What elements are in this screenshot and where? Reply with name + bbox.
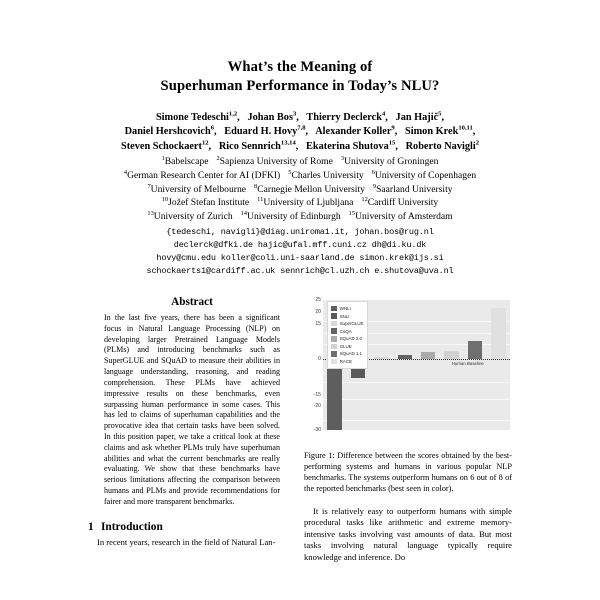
affiliation-marker: 2 (216, 155, 220, 163)
legend-item (331, 320, 363, 327)
affiliation-marker: 15 (348, 210, 356, 218)
right-column (304, 296, 512, 563)
figure-1 (304, 296, 512, 495)
chart-bar (468, 341, 482, 359)
legend-label: RACE (339, 359, 352, 365)
legend-swatch (331, 344, 337, 350)
y-axis-tick-label: 20 (315, 308, 321, 315)
email-line[interactable]: {tedeschi, navigli}@diag.uniroma1.it, johan.bos@rug.nl (166, 226, 434, 237)
legend-label: SuperGLUE (339, 321, 364, 327)
affiliation: $^{11}$University of Ljubljana (257, 196, 354, 209)
author-affiliation-marker: 2 (475, 139, 479, 147)
y-axis-tick-label: 25 (315, 297, 321, 303)
chart-bar (421, 352, 435, 360)
author-affiliation-marker: 7,8 (297, 124, 306, 132)
author-affiliation-marker: 10,11 (458, 124, 473, 132)
affiliation-marker: 12 (361, 196, 368, 204)
chart-legend (327, 301, 368, 369)
email-line[interactable]: hovy@cmu.edu koller@coli.uni-saarland.de simon.krek@ijs.si (156, 252, 444, 263)
left-column (88, 296, 296, 548)
affiliation-row (16, 183, 584, 197)
affiliation-marker: 1 (161, 155, 165, 163)
affiliation: $^{13}$University of Zurich (147, 210, 233, 223)
email-list (0, 226, 600, 278)
affiliation-list (16, 155, 584, 224)
affiliation: $^8$Carnegie Mellon University (254, 182, 365, 195)
affiliation-row (16, 196, 584, 210)
legend-label: SQuAD 2.0 (339, 336, 362, 342)
affiliation: $^{15}$University of Amsterdam (348, 210, 453, 223)
y-axis-tick-label: 0 (318, 356, 321, 363)
affiliation: $^2$Sapienza University of Rome (216, 155, 333, 168)
legend-item (331, 312, 363, 319)
chart-bar (444, 351, 458, 359)
legend-label: SNLI (339, 313, 350, 319)
section-heading-introduction (88, 521, 296, 533)
bar-chart (304, 296, 512, 444)
page-title (60, 58, 540, 97)
author-name: Steven Schockaert$^{12}$ (121, 139, 209, 152)
legend-swatch (331, 321, 337, 327)
author-affiliation-marker: 15 (388, 139, 396, 147)
legend-label: GLUE (339, 343, 352, 349)
legend-swatch (331, 359, 337, 365)
title-block (0, 0, 600, 278)
affiliation-marker: 8 (254, 182, 258, 190)
chart-bar (327, 359, 341, 430)
affiliation: $^{10}$Jožef Stefan Institute (161, 196, 250, 209)
email-line[interactable]: declerck@dfki.de hajic@ufal.mff.cuni.cz dh@di.ku.dk (173, 239, 427, 250)
section-number: 1 (88, 520, 94, 533)
affiliation: $^7$University of Melbourne (147, 182, 247, 195)
affiliation: $^5$Charles University (288, 168, 364, 182)
author-name: Thierry Declerck$^4$ (306, 110, 386, 123)
author-name: Jan Hajič$^5$ (395, 110, 442, 123)
title-line-2: Superhuman Performance in Today’s NLU? (160, 78, 440, 95)
human-baseline-label: Human Baseline (451, 361, 484, 367)
affiliation-marker: 10 (161, 196, 169, 204)
author-affiliation-marker: 3 (292, 110, 297, 118)
affiliation: $^4$German Research Center for AI (DFKI) (123, 168, 281, 182)
author-name: Johan Bos$^3$ (247, 110, 297, 123)
y-axis-tick-label: -15 (313, 391, 321, 398)
body-columns (0, 296, 600, 600)
y-axis-tick-label: -30 (313, 427, 321, 433)
legend-swatch (331, 336, 337, 342)
legend-item (331, 335, 363, 342)
section-title: Introduction (101, 520, 163, 533)
y-axis-tick-label: 15 (315, 320, 321, 327)
author-row: Daniel Hershcovich$^6$, Eduard H. Hovy$^{7,8}$, Alexander Koller$^9$, Simon Krek$^{10,11}$, (124, 124, 476, 138)
legend-item (331, 358, 363, 365)
author-name: Simon Krek$^{10,11}$ (405, 124, 473, 138)
figure-caption-label: Figure 1: (304, 451, 335, 460)
right-column-paragraph: It is relatively easy to outperform humans with simple procedural tasks like arithmetic and extreme memory-intensive tasks involving vast amounts of data. But most tasks involving natural language typically require knowledge and inference. Do (304, 505, 512, 562)
y-axis-tick-label: -20 (313, 403, 321, 410)
chart-bar (491, 308, 505, 359)
author-name: Roberto Navigli$^2$ (405, 139, 479, 152)
legend-swatch (331, 313, 337, 319)
affiliation: $^{14}$University of Edinburgh (240, 210, 341, 223)
author-affiliation-marker: 13,14 (280, 139, 296, 147)
author-name: Eduard H. Hovy$^{7,8}$ (224, 124, 306, 138)
legend-swatch (331, 328, 337, 334)
affiliation-row (16, 210, 584, 224)
author-name: Daniel Hershcovich$^6$ (124, 124, 214, 138)
legend-item (331, 328, 363, 335)
abstract-text: In the last five years, there has been a significant focus in Natural Language Processing (NLP) on developing larger Pretrained Language Models (PLMs) and introducing benchmarks such as SuperGLUE and SQuAD to measure their abilities in language understanding, reasoning, and reading comprehension. These PLMs have achieved impressive results on these benchmarks, even surpassing human performance in some cases. This has led to claims of superhuman capabilities and the provocative idea that certain tasks have been solved. In this position paper, we take a critical look at these claims and ask whether PLMs truly have superhuman abilities and what the current benchmarks are really evaluating. We show that these benchmarks have serious limitations affecting the comparison between humans and PLMs and provide recommendations for fairer and more transparent benchmarks. (104, 313, 280, 506)
author-affiliation-marker: 5 (438, 110, 442, 118)
author-name: Ekaterina Shutova$^{15}$ (306, 139, 396, 152)
figure-caption-text: Difference between the scores obtained by the best-performing systems and humans in various popular NLP benchmarks. The systems outperform humans on 6 out of 8 of the reported benchmarks (best seen in color). (304, 451, 512, 494)
affiliation-row (16, 155, 584, 169)
legend-item (331, 305, 363, 312)
legend-label: WNLI (339, 305, 351, 311)
legend-item (331, 350, 363, 357)
author-affiliation-marker: 12 (201, 139, 209, 147)
legend-item (331, 343, 363, 350)
author-affiliation-marker: 1,2 (228, 110, 238, 118)
affiliation: $^6$University of Copenhagen (371, 168, 477, 182)
legend-swatch (331, 306, 337, 312)
affiliation-marker: 13 (147, 210, 154, 218)
affiliation-marker: 5 (288, 168, 292, 176)
author-row: Steven Schockaert$^{12}$, Rico Sennrich$^{13,14}$, Ekaterina Shutova$^{15}$, Roberto Navigli$^2$ (121, 139, 479, 152)
author-list (28, 111, 572, 155)
affiliation-marker: 14 (240, 210, 248, 218)
affiliation-marker: 3 (340, 155, 345, 163)
author-affiliation-marker: 4 (381, 110, 386, 118)
affiliation-marker: 6 (371, 168, 375, 176)
affiliation: $^3$University of Groningen (340, 155, 439, 168)
introduction-paragraph: In recent years, research in the field of Natural Lan- (97, 536, 276, 547)
title-line-1: What’s the Meaning of (227, 59, 373, 75)
affiliation: $^1$Babelscape (161, 155, 209, 168)
figure-caption (304, 450, 512, 495)
legend-label: CoQA (339, 328, 352, 334)
affiliation: $^9$Saarland University (372, 182, 453, 195)
email-line[interactable]: schockaerts1@cardiff.ac.uk sennrich@cl.uzh.ch e.shutova@uva.nl (146, 265, 454, 276)
author-name: Rico Sennrich$^{13,14}$ (218, 139, 296, 152)
legend-swatch (331, 351, 337, 357)
abstract-heading: Abstract (171, 296, 213, 308)
author-affiliation-marker: 9 (391, 124, 395, 132)
author-name: Alexander Koller$^9$ (315, 124, 395, 138)
affiliation-marker: 7 (147, 182, 151, 190)
affiliation-marker: 4 (123, 168, 128, 176)
author-affiliation-marker: 6 (210, 124, 214, 132)
affiliation-marker: 11 (257, 196, 264, 204)
author-name: Simone Tedeschi$^{1,2}$ (155, 110, 238, 123)
author-row: Simone Tedeschi$^{1,2}$, Johan Bos$^3$, Thierry Declerck$^4$, Jan Hajič$^5$, (155, 110, 445, 123)
affiliation-row (16, 169, 584, 183)
affiliation-marker: 9 (372, 182, 377, 190)
legend-label: SQuAD 1.1 (339, 351, 362, 357)
affiliation: $^{12}$Cardiff University (361, 196, 439, 209)
